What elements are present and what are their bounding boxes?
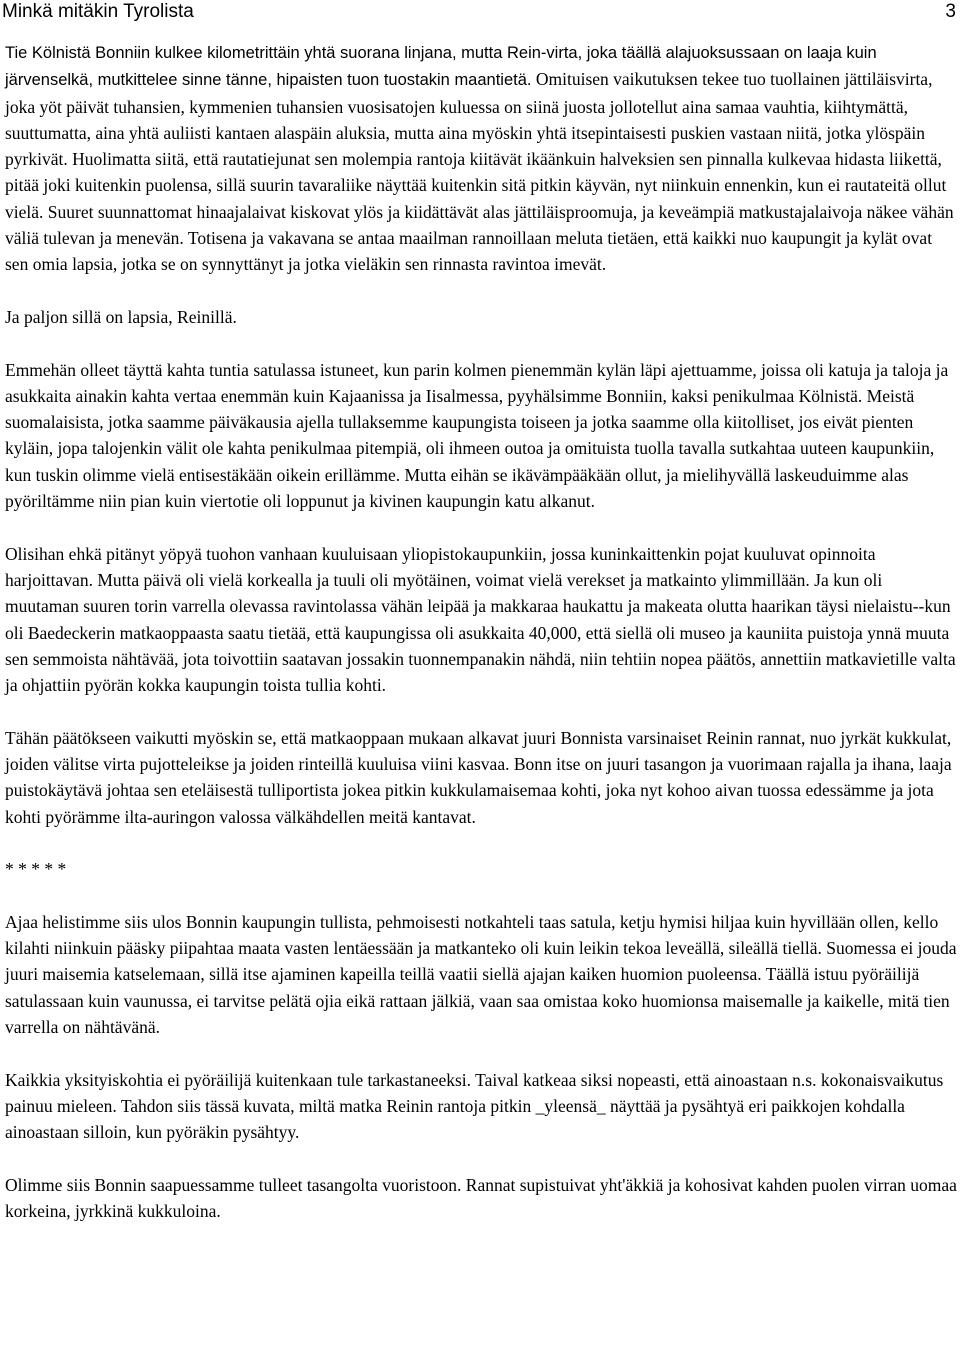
document-title: Minkä mitäkin Tyrolista <box>2 1 194 22</box>
paragraph-2: Ja paljon sillä on lapsia, Reinillä. <box>5 306 237 327</box>
paragraph-4: Olisihan ehkä pitänyt yöpyä tuohon vanhaan kuuluisaan yliopistokaupunkiin, jossa kuninkaittenkin pojat kuuluvat opinnoita harjoittavan. Mutta päivä oli vielä korkealla ja tuuli oli myötäinen, voimat vielä verekset ja matkainto ylimmillään. Ja kun oli muutaman suuren torin varrella olevassa ravintolassa vähän leipää ja makkaraa haukattu ja makeata olutta haarikan täysi nielaistu--kun oli Baedeckerin matkaoppaasta saatu tietää, että kaupungissa oli asukkaita 40,000, että siellä oli museo ja kauniita puistoja ynnä muuta sen semmoista nähtävää, jota toivottiin saatavan jossakin tuonnempanakin nähdä, niin tehtiin nopea päätös, annettiin matkavietille valta ja ohjattiin pyörän kokka kaupungin toista tullia kohti. <box>5 543 956 696</box>
paragraph-1 <box>5 39 957 278</box>
page-number: 3 <box>945 1 956 22</box>
paragraph-7: Kaikkia yksityiskohtia ei pyöräilijä kuitenkaan tule tarkastaneeksi. Taival katkeaa siksi nopeasti, että ainoastaan n.s. kokonaisvaikutus painuu mieleen. Tahdon siis tässä kuvata, miltä matka Reinin rantoja pitkin _yleensä_ näyttää ja pysähtyä eri paikkojen kohdalla ainoastaan silloin, kun pyöräkin pysähtyy. <box>5 1069 944 1143</box>
paragraph-5: Tähän päätökseen vaikutti myöskin se, että matkaoppaan mukaan alkavat juuri Bonnista varsinaiset Reinin rannat, nuo jyrkät kukkulat, joiden välitse virta pujotteleikse ja joiden rinteillä kuuluisa viini kasvaa. Bonn itse on juuri tasangon ja vuorimaan rajalla ja ihana, laaja puistokäytävä johtaa sen eteläisestä tulliportista jokea pitkin kukkulamaisemaa kohti, joka nyt kohoo aivan tuossa edessämme ja jota kohti pyörämme ilta-auringon valossa välkähdellen meitä kantavat. <box>5 727 952 827</box>
paragraph-1-continuation: Omituisen vaikutuksen tekee tuo tuollainen jättiläisvirta, joka yöt päivät tuhansien, kymmenien tuhansien vuosisatojen kuluessa on siinä juosta jollotellut aina samaa vauhtia, kiihtymättä, suuttumatta, aina yhtä auliisti kantaen alaspäin aluksia, mutta aina myöskin yhtä itsepintaisesti puskien vastaan niitä, jotka ylöspäin pyrkivät. Huolimatta siitä, että rautatiejunat sen molempia rantoja kiitävät ikäänkuin halveksien sen pinnalla kulkevaa hidasta liikettä, pitää joki kuitenkin puolensa, sillä suurin tavaraliike näyttää kuitenkin sitä pitkin käyvän, nyt niinkuin ennenkin, kun ei rautateitä ollut vielä. Suuret suunnattomat hinaajalaivat kiskovat ylös ja kiidättävät alas jättiläisproomuja, ja keveämpiä matkustajalaivoja näkee vähän väliä tulevan ja menevän. Totisena ja vakavana se antaa maailman rannoillaan meluta tietäen, että kaikki nuo kaupungit ja kylät ovat sen omia lapsia, jotka se on synnyttänyt ja jotka vieläkin sen rinnasta ravintoa imevät. <box>5 69 954 275</box>
paragraph-3: Emmehän olleet täyttä kahta tuntia satulassa istuneet, kun parin kolmen pienemmän kylän läpi ajettuamme, joissa oli katuja ja taloja ja asukkaita ainakin kahta vertaa enemmän kuin Kajaanissa ja Iisalmessa, pyyhälsimme Bonniin, kaksi penikulmaa Kölnistä. Meistä suomalaisista, jotka saamme päiväkausia ajella tullaksemme kaupungista toiseen ja jotka saamme olla kiitolliset, jos eivät pienten kyläin, jopa talojenkin välit ole kahta penikulmaa pitempiä, oli ihmeen outoa ja omituista tuolla tavalla sutkahtaa uuteen kaupunkiin, kun tuskin olimme vielä entisestäkään oikein erillämme. Mutta eihän se ikävämpääkään ollut, ja mielihyvällä laskeuduimme alas pyöriltämme niin pian kuin viertotie oli loppunut ja kivinen kaupungin katu alkanut. <box>5 359 949 512</box>
paragraph-1-opening: Tie Kölnistä Bonniin kulkee kilometrittäin yhtä suorana linjana, mutta Rein-virta, joka täällä alajuoksussaan on laaja kuin järvenselkä, mutkittelee sinne tänne, hipaisten tuon tuostakin maantietä. <box>5 44 877 90</box>
paragraph-6: Ajaa helistimme siis ulos Bonnin kaupungin tullista, pehmoisesti notkahteli taas satula, ketju hymisi hiljaa kuin hyvillään ollen, kello kilahti niinkuin pääsky piipahtaa maata vasten lentäessään ja matkanteko oli kuin leikin tekoa leveällä, sileällä tiellä. Suomessa ei jouda juuri maisemia katselemaan, sillä itse ajaminen kapeilla teillä vaatii siellä ajajan kaiken huomion puoleensa. Täällä istuu pyöräilijä satulassaan kuin vaunussa, ei tarvitse pelätä ojia eikä rattaan jälkiä, vaan saa omistaa koko huomionsa maisemalle ja kaikelle, mitä tien varrella on nähtävänä. <box>5 911 957 1037</box>
paragraph-8: Olimme siis Bonnin saapuessamme tulleet tasangolta vuoristoon. Rannat supistuivat yht'äkkiä ja kohosivat kahden puolen virran uomaa korkeina, jyrkkinä kukkuloina. <box>5 1174 957 1222</box>
section-break: * * * * * <box>5 859 67 880</box>
document-body <box>5 39 957 1224</box>
page-header <box>0 0 960 24</box>
